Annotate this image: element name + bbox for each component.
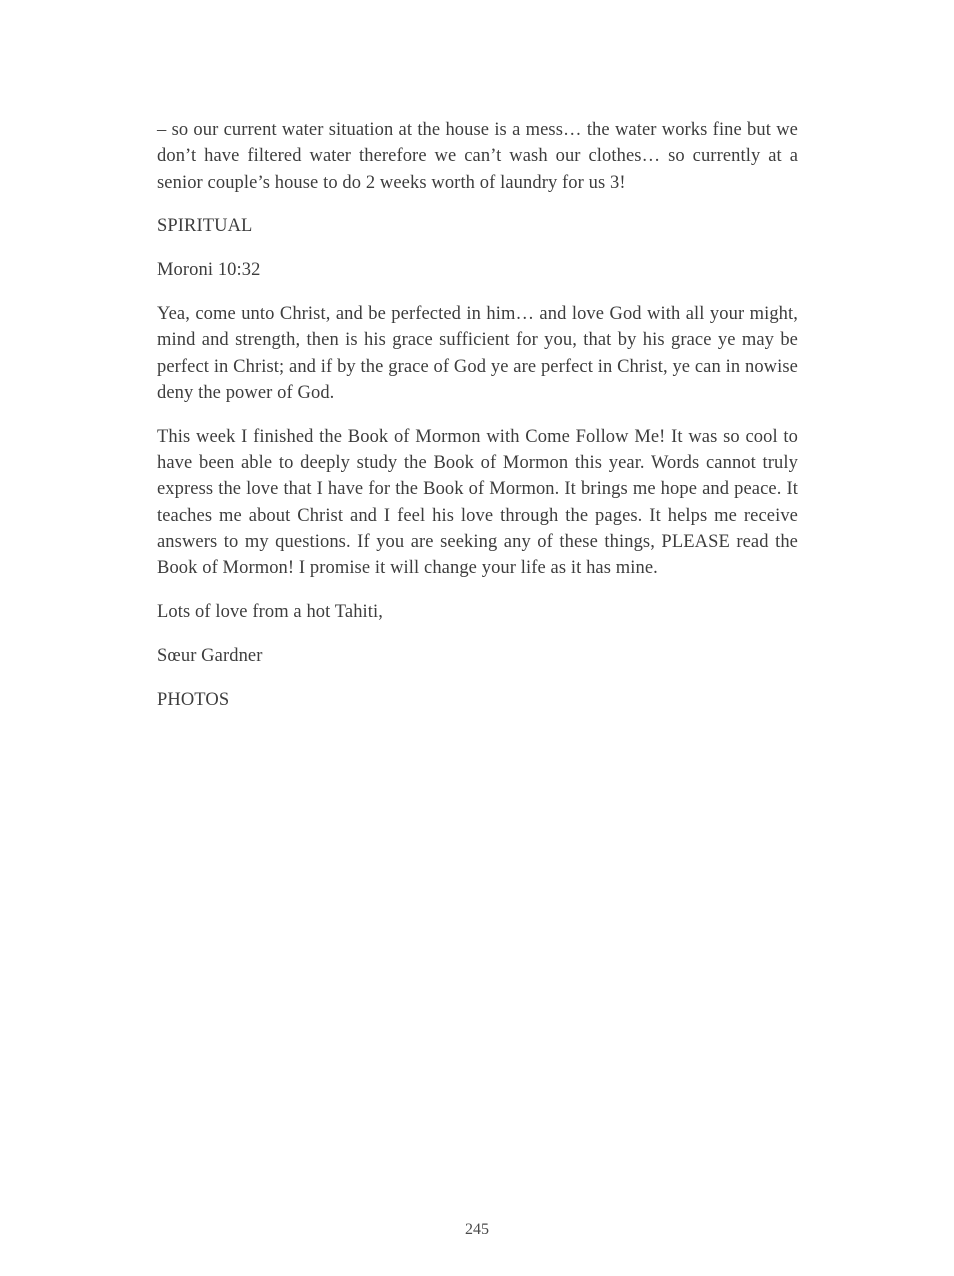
paragraph-scripture-quote: Yea, come unto Christ, and be perfected in him… and love God with all your might, mind and strength, then is his grace sufficient for you, that by his grace ye may be perfect in Christ; and if by the grace of God ye are perfect in Christ, ye can in nowise deny the power of God. [157,303,798,403]
paragraph-book-of-mormon: This week I finished the Book of Mormon with Come Follow Me! It was so cool to have been able to deeply study the Book of Mormon this year. Words cannot truly express the love that I have for the Book of Mormon. It brings me hope and peace. It teaches me about Christ and I feel his love through the pages. It helps me receive answers to my questions. If you are seeking any of these things, PLEASE read the Book of Mormon! I promise it will change your life as it has mine. [157,426,798,579]
heading-photos: PHOTOS [157,689,230,710]
paragraph-water-situation: – so our current water situation at the house is a mess… the water works fine but we don’t have filtered water therefore we can’t wash our clothes… so currently at a senior couple’s house to do 2 weeks worth of laundry for us 3! [157,120,798,193]
scripture-reference: Moroni 10:32 [157,260,261,281]
page-number: 245 [465,1221,489,1238]
letter-text-block [157,117,798,730]
heading-spiritual: SPIRITUAL [157,216,253,237]
closing-line: Lots of love from a hot Tahiti, [157,601,383,622]
signature-line: Sœur Gardner [157,645,263,666]
